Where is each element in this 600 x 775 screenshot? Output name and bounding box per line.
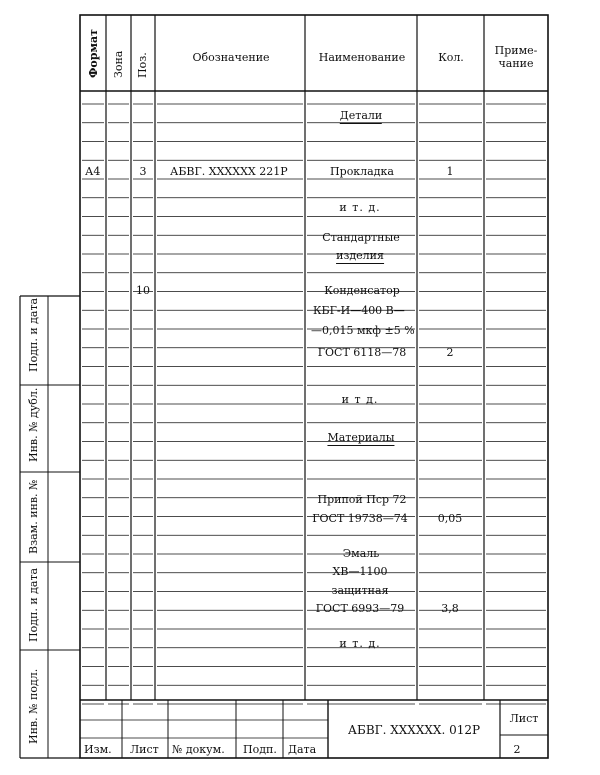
row-name: ГОСТ 19738—74 (312, 512, 408, 525)
tb-designation: АБВГ. XXXXXX. 012Р (347, 723, 481, 737)
row-pos: 10 (136, 284, 150, 297)
header-note-line1: Приме- (494, 44, 538, 57)
row-name: ГОСТ 6118—78 (317, 346, 407, 359)
row-name: Эмаль (342, 547, 380, 560)
etc-1: и т. д. (339, 201, 381, 214)
row-name: ХВ—1100 (332, 565, 388, 578)
row-name: защитная (331, 584, 389, 597)
header-zone: Зона (112, 50, 125, 78)
side-inv-dup: Инв. № дубл. (27, 387, 40, 462)
side-inv-orig: Инв. № подл. (27, 668, 40, 744)
row-name: КБГ-И—400 В— (313, 304, 405, 317)
row-qty: 3,8 (441, 602, 459, 615)
tb-sheet-number: 2 (513, 743, 521, 756)
header-format: Формат (87, 29, 100, 78)
side-sign-date-2: Подп. и дата (27, 567, 40, 642)
header-pos: Поз. (136, 52, 149, 78)
row-name: Прокладка (330, 165, 394, 178)
outer-frame (80, 15, 548, 758)
header-designation: Обозначение (192, 51, 270, 64)
row-name: ГОСТ 6993—79 (315, 602, 405, 615)
section-standard-line2: изделия (336, 249, 384, 262)
row-name: —0,015 мкф ±5 % (311, 324, 415, 337)
row-qty: 0,05 (437, 512, 463, 525)
section-materials: Материалы (327, 431, 395, 444)
tb-date: Дата (288, 743, 317, 756)
tb-doc-no: № докум. (172, 743, 225, 756)
side-replace-inv: Взам. инв. № (27, 479, 40, 554)
section-standard-line1: Стандартные (322, 231, 400, 244)
tb-sheet: Лист (130, 743, 159, 756)
row-name: Конденсатор (324, 284, 400, 297)
tb-sign: Подп. (243, 743, 277, 756)
row-name: Припой Пср 72 (317, 493, 407, 506)
header-qty: Кол. (438, 51, 464, 64)
row-pos: 3 (139, 165, 147, 178)
etc-3: и т. д. (339, 637, 381, 650)
row-qty: 2 (446, 346, 454, 359)
etc-2: и т д. (341, 393, 379, 406)
tb-sheet-label: Лист (509, 712, 539, 725)
tb-change: Изм. (84, 743, 112, 756)
header-name: Наименование (318, 51, 406, 64)
row-qty: 1 (446, 165, 454, 178)
row-designation: АБВГ. XXXXXX 221Р (170, 165, 288, 178)
header-note-line2: чание (498, 57, 534, 70)
section-details: Детали (339, 109, 383, 122)
row-format: А4 (85, 165, 101, 178)
side-sign-date-1: Подп. и дата (27, 297, 40, 372)
